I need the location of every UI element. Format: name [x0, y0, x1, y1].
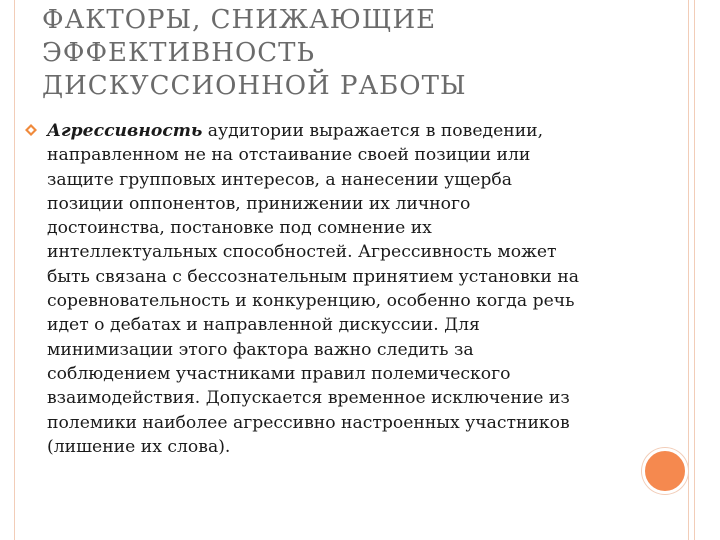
paragraph-line: достоинства, постановке под сомнение их [47, 218, 432, 239]
paragraph-line: идет о дебатах и направленной дискуссии. Для [47, 315, 480, 336]
paragraph-line: быть связана с бессознательным принятием установки на [47, 266, 580, 287]
paragraph-line: позиции оппонентов, принижении их личного [47, 193, 471, 214]
paragraph-line: соревновательность и конкуренцию, особенно когда речь [47, 291, 575, 312]
paragraph-line: защите групповых интересов, а нанесении ущерба [47, 169, 512, 190]
slide-frame-right-inner-line [694, 0, 695, 540]
paragraph-line: соблюдением участниками правил полемического [47, 363, 511, 384]
paragraph-line: взаимодействия. Допускается временное исключение из [47, 388, 570, 409]
paragraph-line-1 [47, 119, 627, 143]
paragraph-line: минимизации этого фактора важно следить за [47, 339, 474, 360]
slide-title [42, 4, 642, 103]
slide-frame-right-line [688, 0, 689, 540]
title-line-3: ДИСКУССИОННОЙ РАБОТЫ [42, 71, 467, 101]
paragraph-line: направленном не на отстаивание своей позиции или [47, 145, 531, 166]
first-line-text: аудитории выражается в поведении, [202, 121, 544, 141]
decorative-circle-icon [642, 448, 688, 494]
emphasis-term: Агрессивность [47, 121, 203, 141]
title-line-1: ФАКТОРЫ, СНИЖАЮЩИЕ [42, 5, 437, 35]
paragraph-line: интеллектуальных способностей. Агрессивность может [47, 242, 557, 263]
slide-frame-left-line [14, 0, 15, 540]
bullet-paragraph [47, 119, 627, 459]
paragraph-line: полемики наиболее агрессивно настроенных участников [47, 412, 570, 433]
diamond-bullet-icon [24, 123, 38, 140]
paragraph-line: (лишение их слова). [47, 436, 231, 457]
title-line-2: ЭФФЕКТИВНОСТЬ [42, 38, 316, 68]
